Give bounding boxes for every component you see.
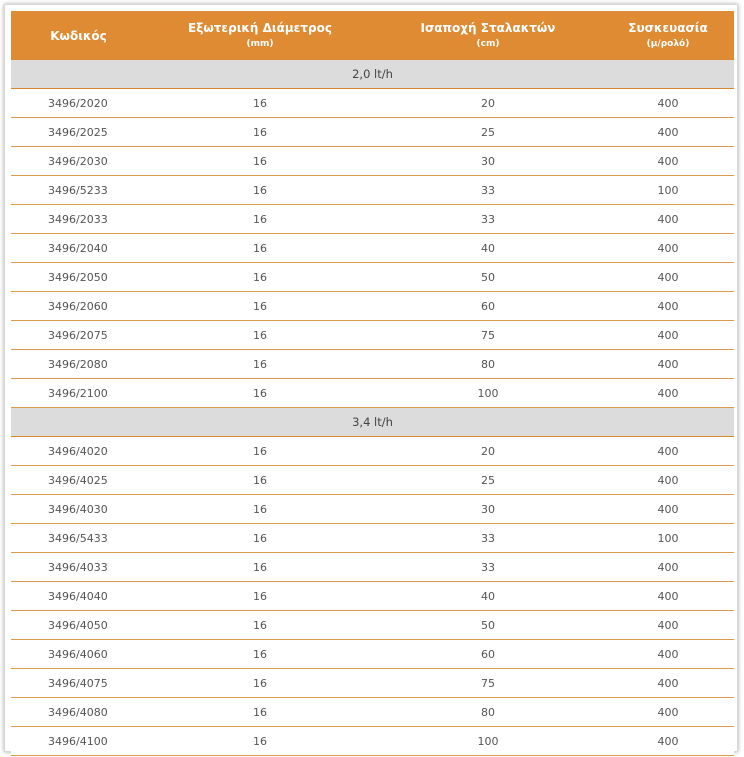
row-code-cell: 3496/5233 xyxy=(11,176,146,205)
row-outer-diameter-cell: 16 xyxy=(146,466,374,495)
row-packaging-cell: 400 xyxy=(602,669,734,698)
row-dripper-spacing-cell: 75 xyxy=(374,669,602,698)
row-outer-diameter-cell: 16 xyxy=(146,147,374,176)
row-code-cell: 3496/4030 xyxy=(11,495,146,524)
table-row xyxy=(11,553,734,582)
table-row xyxy=(11,89,734,118)
row-code-cell: 3496/2080 xyxy=(11,350,146,379)
table-row xyxy=(11,669,734,698)
row-outer-diameter-cell: 16 xyxy=(146,176,374,205)
row-code-cell: 3496/4100 xyxy=(11,727,146,756)
row-code-cell: 3496/2075 xyxy=(11,321,146,350)
row-outer-diameter-cell: 16 xyxy=(146,698,374,727)
table-row xyxy=(11,350,734,379)
table-row xyxy=(11,147,734,176)
row-outer-diameter-cell: 16 xyxy=(146,553,374,582)
row-dripper-spacing-cell: 30 xyxy=(374,495,602,524)
table-row xyxy=(11,263,734,292)
row-code-cell: 3496/2050 xyxy=(11,263,146,292)
table-row xyxy=(11,321,734,350)
row-outer-diameter-cell: 16 xyxy=(146,379,374,408)
row-dripper-spacing-cell: 60 xyxy=(374,292,602,321)
group-title: 2,0 lt/h xyxy=(11,60,734,89)
group-title: 3,4 lt/h xyxy=(11,408,734,437)
row-packaging-cell: 400 xyxy=(602,495,734,524)
table-row xyxy=(11,611,734,640)
row-packaging-cell: 400 xyxy=(602,582,734,611)
header-outer-diameter-label: Εξωτερική Διάμετρος xyxy=(188,21,332,35)
row-outer-diameter-cell: 16 xyxy=(146,89,374,118)
row-outer-diameter-cell: 16 xyxy=(146,321,374,350)
row-dripper-spacing-cell: 33 xyxy=(374,524,602,553)
row-packaging-cell: 400 xyxy=(602,205,734,234)
row-outer-diameter-cell: 16 xyxy=(146,263,374,292)
row-outer-diameter-cell: 16 xyxy=(146,727,374,756)
row-packaging-cell: 400 xyxy=(602,292,734,321)
row-dripper-spacing-cell: 80 xyxy=(374,698,602,727)
row-packaging-cell: 400 xyxy=(602,350,734,379)
row-outer-diameter-cell: 16 xyxy=(146,205,374,234)
row-code-cell: 3496/4075 xyxy=(11,669,146,698)
row-code-cell: 3496/2030 xyxy=(11,147,146,176)
table-frame xyxy=(4,4,738,752)
row-code-cell: 3496/2060 xyxy=(11,292,146,321)
row-dripper-spacing-cell: 30 xyxy=(374,147,602,176)
row-outer-diameter-cell: 16 xyxy=(146,350,374,379)
row-packaging-cell: 400 xyxy=(602,611,734,640)
row-packaging-cell: 400 xyxy=(602,727,734,756)
header-packaging xyxy=(602,11,734,60)
row-packaging-cell: 400 xyxy=(602,263,734,292)
header-outer-diameter xyxy=(146,11,374,60)
row-code-cell: 3496/2033 xyxy=(11,205,146,234)
row-dripper-spacing-cell: 75 xyxy=(374,321,602,350)
header-code-label: Κωδικός xyxy=(50,28,107,43)
table-row xyxy=(11,292,734,321)
row-code-cell: 3496/4033 xyxy=(11,553,146,582)
table-row xyxy=(11,234,734,263)
row-outer-diameter-cell: 16 xyxy=(146,234,374,263)
row-outer-diameter-cell: 16 xyxy=(146,495,374,524)
row-code-cell: 3496/2020 xyxy=(11,89,146,118)
row-packaging-cell: 100 xyxy=(602,524,734,553)
row-packaging-cell: 400 xyxy=(602,698,734,727)
row-code-cell: 3496/4020 xyxy=(11,437,146,466)
group-row xyxy=(11,60,734,89)
row-packaging-cell: 400 xyxy=(602,321,734,350)
row-dripper-spacing-cell: 40 xyxy=(374,234,602,263)
row-dripper-spacing-cell: 33 xyxy=(374,553,602,582)
row-code-cell: 3496/5433 xyxy=(11,524,146,553)
row-dripper-spacing-cell: 20 xyxy=(374,89,602,118)
row-code-cell: 3496/2040 xyxy=(11,234,146,263)
table-row xyxy=(11,176,734,205)
table-row xyxy=(11,437,734,466)
row-dripper-spacing-cell: 50 xyxy=(374,263,602,292)
product-spec-table xyxy=(11,11,734,756)
row-outer-diameter-cell: 16 xyxy=(146,292,374,321)
row-dripper-spacing-cell: 100 xyxy=(374,379,602,408)
row-packaging-cell: 100 xyxy=(602,176,734,205)
row-outer-diameter-cell: 16 xyxy=(146,437,374,466)
row-packaging-cell: 400 xyxy=(602,437,734,466)
row-outer-diameter-cell: 16 xyxy=(146,524,374,553)
header-packaging-label: Συσκευασία xyxy=(628,21,708,35)
row-code-cell: 3496/4040 xyxy=(11,582,146,611)
row-outer-diameter-cell: 16 xyxy=(146,582,374,611)
row-dripper-spacing-cell: 40 xyxy=(374,582,602,611)
table-row xyxy=(11,118,734,147)
table-row xyxy=(11,727,734,756)
row-code-cell: 3496/2100 xyxy=(11,379,146,408)
table-row xyxy=(11,524,734,553)
row-code-cell: 3496/4080 xyxy=(11,698,146,727)
row-dripper-spacing-cell: 25 xyxy=(374,118,602,147)
row-packaging-cell: 400 xyxy=(602,147,734,176)
header-packaging-unit: (μ/ρολό) xyxy=(646,39,690,49)
row-packaging-cell: 400 xyxy=(602,640,734,669)
table-row xyxy=(11,205,734,234)
group-row xyxy=(11,408,734,437)
header-dripper-spacing-label: Ισαποχή Σταλακτών xyxy=(420,21,556,35)
row-code-cell: 3496/4025 xyxy=(11,466,146,495)
table-row xyxy=(11,495,734,524)
row-packaging-cell: 400 xyxy=(602,234,734,263)
row-dripper-spacing-cell: 20 xyxy=(374,437,602,466)
header-dripper-spacing-unit: (cm) xyxy=(476,39,500,49)
table-body xyxy=(11,60,734,756)
header-outer-diameter-unit: (mm) xyxy=(246,39,274,49)
row-dripper-spacing-cell: 25 xyxy=(374,466,602,495)
table-header-row xyxy=(11,11,734,60)
row-outer-diameter-cell: 16 xyxy=(146,640,374,669)
row-dripper-spacing-cell: 33 xyxy=(374,176,602,205)
table-row xyxy=(11,698,734,727)
row-dripper-spacing-cell: 50 xyxy=(374,611,602,640)
table-row xyxy=(11,640,734,669)
table-row xyxy=(11,466,734,495)
row-outer-diameter-cell: 16 xyxy=(146,611,374,640)
row-packaging-cell: 400 xyxy=(602,118,734,147)
row-packaging-cell: 400 xyxy=(602,379,734,408)
table-row xyxy=(11,379,734,408)
row-packaging-cell: 400 xyxy=(602,553,734,582)
row-code-cell: 3496/4060 xyxy=(11,640,146,669)
row-code-cell: 3496/4050 xyxy=(11,611,146,640)
header-dripper-spacing xyxy=(374,11,602,60)
row-dripper-spacing-cell: 100 xyxy=(374,727,602,756)
row-outer-diameter-cell: 16 xyxy=(146,118,374,147)
row-outer-diameter-cell: 16 xyxy=(146,669,374,698)
row-code-cell: 3496/2025 xyxy=(11,118,146,147)
row-packaging-cell: 400 xyxy=(602,466,734,495)
table-row xyxy=(11,582,734,611)
row-dripper-spacing-cell: 80 xyxy=(374,350,602,379)
row-dripper-spacing-cell: 33 xyxy=(374,205,602,234)
row-packaging-cell: 400 xyxy=(602,89,734,118)
row-dripper-spacing-cell: 60 xyxy=(374,640,602,669)
header-code xyxy=(11,11,146,60)
